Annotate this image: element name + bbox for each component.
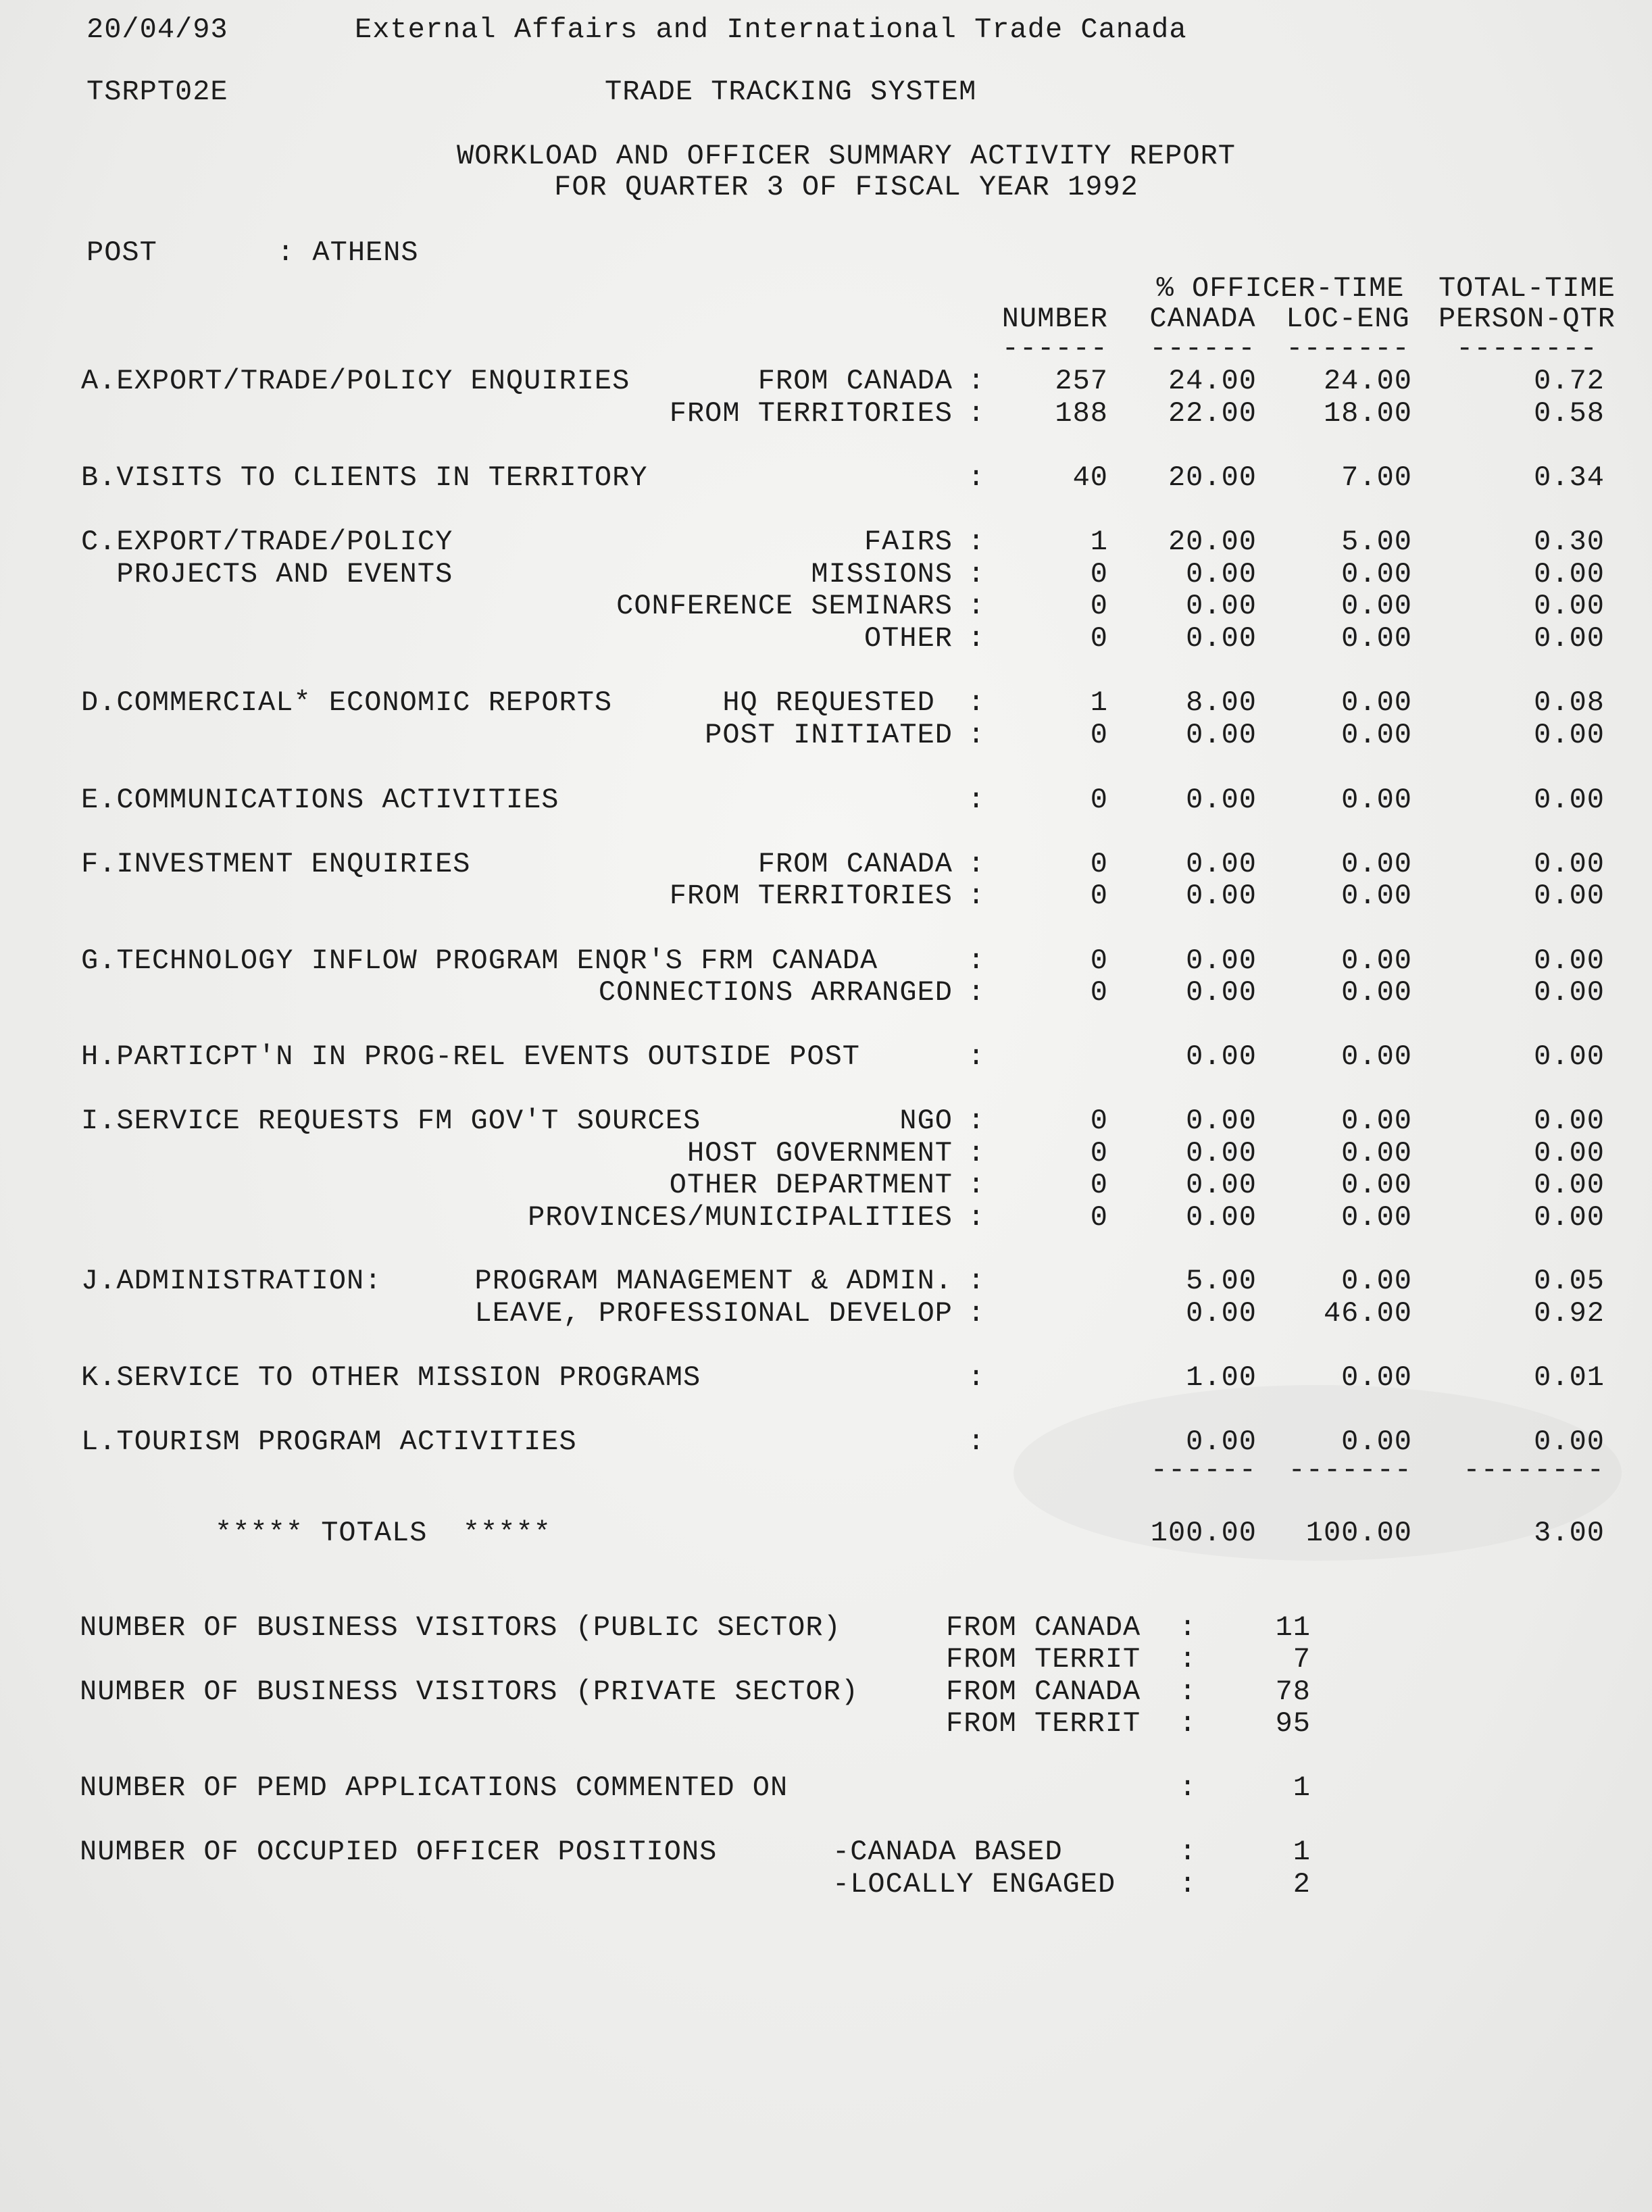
number-header: NUMBER — [1001, 303, 1108, 335]
totals-total-value: 3.00 — [1534, 1517, 1605, 1549]
row-number: 257 — [1055, 365, 1108, 397]
row-canada-pct: 0.00 — [1186, 848, 1257, 880]
row-sublabel: FROM CANADA — [757, 365, 953, 397]
row-colon: : — [968, 686, 986, 719]
row-person-qtr: 0.00 — [1534, 590, 1605, 622]
row-canada-pct: 1.00 — [1186, 1361, 1257, 1394]
row-sublabel: MISSIONS — [811, 558, 953, 590]
row-sublabel: FROM CANADA — [757, 848, 953, 880]
row-canada-pct: 0.00 — [1186, 1201, 1257, 1234]
row-label: A.EXPORT/TRADE/POLICY ENQUIRIES — [81, 365, 630, 397]
row-colon: : — [968, 1105, 986, 1137]
row-number: 0 — [1090, 719, 1108, 751]
row-number: 0 — [1090, 558, 1108, 590]
row-person-qtr: 0.08 — [1534, 686, 1605, 719]
pemd-value: 1 — [1293, 1771, 1311, 1804]
row-person-qtr: 0.00 — [1534, 1040, 1605, 1073]
row-number: 40 — [1072, 461, 1108, 494]
row-loc-eng-pct: 24.00 — [1323, 365, 1412, 397]
visitor-source: FROM TERRIT — [946, 1643, 1141, 1676]
row-colon: : — [968, 397, 986, 430]
row-colon: : — [968, 1265, 986, 1297]
row-person-qtr: 0.72 — [1534, 365, 1605, 397]
row-canada-pct: 0.00 — [1186, 1040, 1257, 1073]
canada-rule: ------ — [1149, 332, 1256, 365]
row-sublabel: FROM TERRITORIES — [669, 397, 953, 430]
row-loc-eng-pct: 0.00 — [1341, 1105, 1412, 1137]
row-loc-eng-pct: 0.00 — [1341, 1265, 1412, 1297]
person-qtr-rule: -------- — [1456, 332, 1598, 365]
row-number: 0 — [1090, 880, 1108, 912]
row-sublabel: HQ REQUESTED — [722, 686, 953, 719]
totals-loc-rule: ------- — [1288, 1454, 1412, 1486]
row-label: B.VISITS TO CLIENTS IN TERRITORY — [81, 461, 648, 494]
position-colon: : — [1179, 1836, 1197, 1868]
person-qtr-header: PERSON-QTR — [1438, 303, 1616, 335]
row-label: J.ADMINISTRATION: — [81, 1265, 382, 1297]
report-date: 20/04/93 — [86, 14, 228, 46]
row-loc-eng-pct: 0.00 — [1341, 1040, 1412, 1073]
row-colon: : — [968, 880, 986, 912]
row-canada-pct: 0.00 — [1186, 1105, 1257, 1137]
row-canada-pct: 0.00 — [1186, 945, 1257, 977]
row-loc-eng-pct: 46.00 — [1323, 1297, 1412, 1330]
row-number: 0 — [1090, 848, 1108, 880]
row-canada-pct: 5.00 — [1186, 1265, 1257, 1297]
visitor-label: NUMBER OF BUSINESS VISITORS (PRIVATE SECTOR) — [80, 1676, 859, 1708]
row-colon: : — [968, 365, 986, 397]
post-label: POST — [86, 236, 157, 269]
row-loc-eng-pct: 0.00 — [1341, 1361, 1412, 1394]
row-loc-eng-pct: 0.00 — [1341, 848, 1412, 880]
agency-name: External Affairs and International Trade Canada — [355, 14, 1187, 46]
row-canada-pct: 0.00 — [1186, 880, 1257, 912]
row-sublabel: OTHER — [863, 622, 953, 655]
visitor-colon: : — [1179, 1643, 1197, 1676]
row-colon: : — [968, 526, 986, 558]
visitor-count: 78 — [1275, 1676, 1311, 1708]
loc-eng-header: LOC-ENG — [1286, 303, 1410, 335]
pemd-colon: : — [1179, 1771, 1197, 1804]
row-number: 1 — [1090, 526, 1108, 558]
position-type: -LOCALLY ENGAGED — [832, 1868, 1116, 1901]
row-sublabel: NGO — [899, 1105, 953, 1137]
row-number: 0 — [1090, 945, 1108, 977]
row-canada-pct: 0.00 — [1186, 1169, 1257, 1201]
row-colon: : — [968, 976, 986, 1009]
row-person-qtr: 0.05 — [1534, 1265, 1605, 1297]
totals-canada-rule: ------ — [1150, 1454, 1257, 1486]
row-canada-pct: 0.00 — [1186, 1426, 1257, 1458]
visitor-colon: : — [1179, 1707, 1197, 1740]
totals-canada-value: 100.00 — [1150, 1517, 1257, 1549]
row-colon: : — [968, 784, 986, 816]
row-canada-pct: 0.00 — [1186, 558, 1257, 590]
row-loc-eng-pct: 0.00 — [1341, 622, 1412, 655]
row-person-qtr: 0.00 — [1534, 1105, 1605, 1137]
row-loc-eng-pct: 0.00 — [1341, 1426, 1412, 1458]
row-person-qtr: 0.00 — [1534, 1137, 1605, 1170]
row-label: C.EXPORT/TRADE/POLICY — [81, 526, 453, 558]
row-person-qtr: 0.01 — [1534, 1361, 1605, 1394]
row-canada-pct: 0.00 — [1186, 719, 1257, 751]
row-loc-eng-pct: 5.00 — [1341, 526, 1412, 558]
row-label: H.PARTICPT'N IN PROG-REL EVENTS OUTSIDE POST — [81, 1040, 860, 1073]
row-colon: : — [968, 1426, 986, 1458]
row-sublabel: FAIRS — [863, 526, 953, 558]
row-canada-pct: 0.00 — [1186, 784, 1257, 816]
row-canada-pct: 20.00 — [1168, 461, 1257, 494]
row-canada-pct: 0.00 — [1186, 1297, 1257, 1330]
totals-loc-value: 100.00 — [1305, 1517, 1412, 1549]
totals-total-rule: -------- — [1463, 1454, 1605, 1486]
row-sublabel: PROGRAM MANAGEMENT & ADMIN. — [474, 1265, 953, 1297]
row-person-qtr: 0.30 — [1534, 526, 1605, 558]
row-loc-eng-pct: 0.00 — [1341, 558, 1412, 590]
row-label: I.SERVICE REQUESTS FM GOV'T SOURCES — [81, 1105, 701, 1137]
row-colon: : — [968, 1169, 986, 1201]
row-colon: : — [968, 945, 986, 977]
row-person-qtr: 0.00 — [1534, 558, 1605, 590]
row-canada-pct: 22.00 — [1168, 397, 1257, 430]
row-number: 0 — [1090, 976, 1108, 1009]
row-label: G.TECHNOLOGY INFLOW PROGRAM ENQR'S FRM CANADA — [81, 945, 878, 977]
totals-label: ***** TOTALS ***** — [215, 1517, 551, 1549]
system-name: TRADE TRACKING SYSTEM — [605, 76, 977, 108]
position-type: -CANADA BASED — [832, 1836, 1063, 1868]
row-sublabel: POST INITIATED — [705, 719, 953, 751]
row-loc-eng-pct: 18.00 — [1323, 397, 1412, 430]
row-loc-eng-pct: 0.00 — [1341, 686, 1412, 719]
row-loc-eng-pct: 0.00 — [1341, 880, 1412, 912]
visitor-source: FROM CANADA — [946, 1611, 1141, 1644]
row-label: K.SERVICE TO OTHER MISSION PROGRAMS — [81, 1361, 701, 1394]
row-sublabel: PROVINCES/MUNICIPALITIES — [528, 1201, 953, 1234]
row-colon: : — [968, 1040, 986, 1073]
row-sublabel: CONFERENCE SEMINARS — [616, 590, 953, 622]
row-sublabel: HOST GOVERNMENT — [686, 1137, 953, 1170]
row-label: D.COMMERCIAL* ECONOMIC REPORTS — [81, 686, 613, 719]
row-colon: : — [968, 461, 986, 494]
row-colon: : — [968, 590, 986, 622]
row-person-qtr: 0.00 — [1534, 1169, 1605, 1201]
total-time-header: TOTAL-TIME — [1438, 272, 1616, 305]
row-person-qtr: 0.00 — [1534, 784, 1605, 816]
row-sublabel: FROM TERRITORIES — [669, 880, 953, 912]
row-person-qtr: 0.58 — [1534, 397, 1605, 430]
loc-eng-rule: ------- — [1286, 332, 1410, 365]
row-canada-pct: 8.00 — [1186, 686, 1257, 719]
row-person-qtr: 0.34 — [1534, 461, 1605, 494]
row-colon: : — [968, 1137, 986, 1170]
report-title: WORKLOAD AND OFFICER SUMMARY ACTIVITY REPORT — [457, 140, 1236, 172]
row-person-qtr: 0.00 — [1534, 622, 1605, 655]
row-number: 0 — [1090, 1137, 1108, 1170]
visitor-source: FROM CANADA — [946, 1676, 1141, 1708]
position-count: 1 — [1293, 1836, 1311, 1868]
visitor-colon: : — [1179, 1676, 1197, 1708]
row-loc-eng-pct: 0.00 — [1341, 784, 1412, 816]
position-count: 2 — [1293, 1868, 1311, 1901]
row-person-qtr: 0.00 — [1534, 880, 1605, 912]
row-label: F.INVESTMENT ENQUIRIES — [81, 848, 471, 880]
pemd-label: NUMBER OF PEMD APPLICATIONS COMMENTED ON — [80, 1771, 789, 1804]
report-id: TSRPT02E — [86, 76, 228, 108]
row-number: 0 — [1090, 1105, 1108, 1137]
row-loc-eng-pct: 0.00 — [1341, 1169, 1412, 1201]
row-loc-eng-pct: 0.00 — [1341, 976, 1412, 1009]
row-colon: : — [968, 719, 986, 751]
row-person-qtr: 0.00 — [1534, 976, 1605, 1009]
row-sublabel: CONNECTIONS ARRANGED — [598, 976, 953, 1009]
row-person-qtr: 0.00 — [1534, 1426, 1605, 1458]
row-number: 188 — [1055, 397, 1108, 430]
position-label: NUMBER OF OCCUPIED OFFICER POSITIONS — [80, 1836, 718, 1868]
post-value: : ATHENS — [277, 236, 419, 269]
row-person-qtr: 0.92 — [1534, 1297, 1605, 1330]
number-rule: ------ — [1001, 332, 1108, 365]
row-canada-pct: 0.00 — [1186, 976, 1257, 1009]
row-sublabel: LEAVE, PROFESSIONAL DEVELOP — [474, 1297, 953, 1330]
visitor-count: 11 — [1275, 1611, 1311, 1644]
row-number: 0 — [1090, 1169, 1108, 1201]
row-colon: : — [968, 848, 986, 880]
row-number: 0 — [1090, 590, 1108, 622]
officer-time-header: % OFFICER-TIME — [1156, 272, 1405, 305]
visitor-label: NUMBER OF BUSINESS VISITORS (PUBLIC SECTOR) — [80, 1611, 841, 1644]
visitor-colon: : — [1179, 1611, 1197, 1644]
row-canada-pct: 24.00 — [1168, 365, 1257, 397]
row-person-qtr: 0.00 — [1534, 945, 1605, 977]
row-person-qtr: 0.00 — [1534, 848, 1605, 880]
row-person-qtr: 0.00 — [1534, 719, 1605, 751]
row-colon: : — [968, 558, 986, 590]
row-number: 0 — [1090, 1201, 1108, 1234]
row-number: 1 — [1090, 686, 1108, 719]
row-canada-pct: 20.00 — [1168, 526, 1257, 558]
row-colon: : — [968, 1297, 986, 1330]
row-person-qtr: 0.00 — [1534, 1201, 1605, 1234]
row-loc-eng-pct: 0.00 — [1341, 945, 1412, 977]
row-sublabel: OTHER DEPARTMENT — [669, 1169, 953, 1201]
row-label: PROJECTS AND EVENTS — [81, 558, 453, 590]
row-number: 0 — [1090, 622, 1108, 655]
row-loc-eng-pct: 0.00 — [1341, 719, 1412, 751]
visitor-source: FROM TERRIT — [946, 1707, 1141, 1740]
row-canada-pct: 0.00 — [1186, 1137, 1257, 1170]
row-colon: : — [968, 1361, 986, 1394]
row-number: 0 — [1090, 784, 1108, 816]
report-subtitle: FOR QUARTER 3 OF FISCAL YEAR 1992 — [554, 171, 1138, 203]
visitor-count: 7 — [1293, 1643, 1311, 1676]
row-canada-pct: 0.00 — [1186, 590, 1257, 622]
visitor-count: 95 — [1275, 1707, 1311, 1740]
row-loc-eng-pct: 0.00 — [1341, 1201, 1412, 1234]
row-canada-pct: 0.00 — [1186, 622, 1257, 655]
canada-header: CANADA — [1149, 303, 1256, 335]
row-loc-eng-pct: 0.00 — [1341, 1137, 1412, 1170]
row-colon: : — [968, 1201, 986, 1234]
row-label: E.COMMUNICATIONS ACTIVITIES — [81, 784, 559, 816]
row-label: L.TOURISM PROGRAM ACTIVITIES — [81, 1426, 577, 1458]
row-loc-eng-pct: 0.00 — [1341, 590, 1412, 622]
position-colon: : — [1179, 1868, 1197, 1901]
row-colon: : — [968, 622, 986, 655]
row-loc-eng-pct: 7.00 — [1341, 461, 1412, 494]
